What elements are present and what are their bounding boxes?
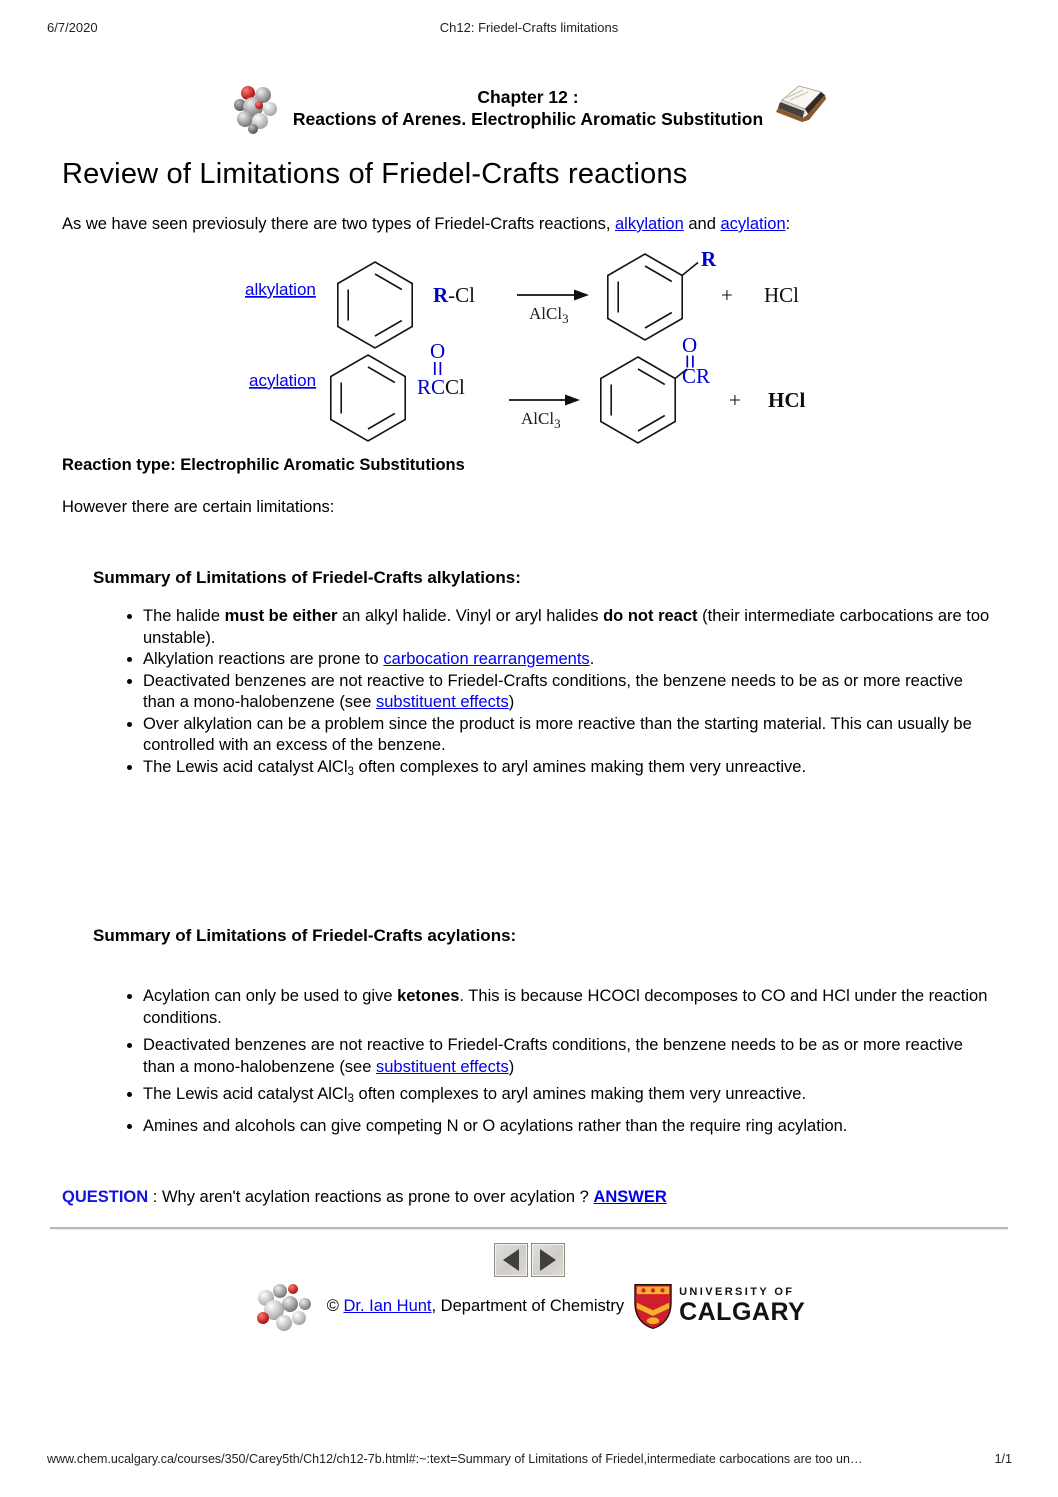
text-run: . This is because HCOCl decomposes to CO and HCl under the reaction conditions. (143, 987, 988, 1027)
benzene-ring (331, 355, 405, 441)
product-oxygen: O (682, 333, 698, 357)
carbocation-rearrangements-link[interactable]: carbocation rearrangements (383, 650, 590, 668)
text-run: do not react (603, 607, 698, 625)
print-date: 6/7/2020 (47, 20, 98, 35)
right-arrow-icon (540, 1249, 556, 1271)
product-substituent: R (701, 248, 717, 271)
benzene-ring (608, 254, 682, 340)
text-run: ) (508, 1057, 515, 1076)
alkylation-link[interactable]: alkylation (615, 215, 684, 233)
product-acyl-group: CR (682, 364, 711, 388)
acyl-chloride-formula: RCCl (417, 375, 465, 399)
credit-line (327, 1297, 624, 1316)
list-item (143, 649, 995, 671)
chapter-header (0, 82, 1058, 134)
next-button[interactable] (531, 1243, 565, 1277)
text-run: an alkyl halide. Vinyl or aryl halides (337, 607, 604, 625)
list-item (143, 1035, 995, 1078)
page-number: 1/1 (994, 1452, 1012, 1466)
acylation-summary-heading: Summary of Limitations of Friedel-Crafts acylations: (93, 926, 517, 945)
footer-url: www.chem.ucalgary.ca/courses/350/Carey5th/Ch12/ch12-7b.html#:~:text=Summary of Limitations of Friedel,intermediate carbocations are too un… (47, 1452, 863, 1466)
text-run: must be either (224, 607, 338, 625)
book-icon (773, 83, 829, 133)
substituent-effects-link[interactable]: substituent effects (376, 1057, 509, 1076)
uofc-wordmark (679, 1287, 805, 1325)
list-item (143, 986, 995, 1029)
carbonyl-double-bond (435, 362, 441, 375)
acylation-link[interactable]: acylation (720, 215, 786, 233)
text-run: Acylation can only be used to give (143, 987, 398, 1005)
uofc-wordmark-line2: CALGARY (679, 1298, 806, 1326)
left-arrow-icon (503, 1249, 519, 1271)
text-run: often complexes to aryl amines making them very unreactive. (353, 1085, 807, 1103)
hcl-byproduct: HCl (764, 283, 800, 307)
text-run: and (683, 215, 721, 233)
text-run: often complexes to aryl amines making them very unreactive. (353, 757, 807, 776)
limitations-note: However there are certain limitations: (62, 498, 335, 516)
alkylation-limitations-list (103, 606, 995, 783)
text-run: Deactivated benzenes are not reactive to Friedel-Crafts conditions, the benzene needs to be as or more reactive than a mono-halobenzene (see (143, 671, 963, 711)
list-item (143, 671, 995, 714)
text-run: (their intermediate carbocations are too unstable). (143, 607, 990, 647)
list-item (143, 1084, 995, 1110)
list-item (143, 714, 995, 757)
text-run: The halide (143, 607, 225, 625)
prev-button[interactable] (494, 1243, 528, 1277)
text-run: Amines and alcohols can give competing N or O acylations rather than the require ring acylation. (143, 1117, 848, 1136)
acyl-oxygen: O (430, 339, 446, 363)
dr-ian-hunt-link[interactable]: Dr. Ian Hunt (343, 1296, 432, 1315)
question-line (62, 1188, 667, 1207)
reaction-diagram (0, 248, 1058, 448)
uofc-wordmark-line1: UNIVERSITY OF (679, 1286, 795, 1298)
alkylation-link[interactable]: alkylation (245, 280, 316, 299)
list-item (143, 757, 995, 783)
chapter-title-line2: Reactions of Arenes. Electrophilic Aromatic Substitution (292, 109, 764, 129)
benzene-ring (601, 357, 675, 443)
divider (50, 1227, 1008, 1230)
text-run: The Lewis acid catalyst AlCl (143, 1085, 348, 1103)
text-run: 3 (347, 1092, 354, 1105)
catalyst-label: AlCl$_3$ (521, 409, 561, 431)
reaction-type-heading: Reaction type: Electrophilic Aromatic Substitutions (62, 456, 465, 474)
footer-credit (0, 1278, 1058, 1334)
text-run: Over alkylation can be a problem since the product is more reactive than the starting material. This can usually be controlled with an excess of the benzene. (143, 714, 972, 754)
text-run: ketones (397, 987, 460, 1005)
text-run: : (785, 215, 791, 233)
text-run: 3 (347, 765, 354, 778)
text-run: The Lewis acid catalyst AlCl (143, 757, 348, 776)
answer-link[interactable]: ANSWER (593, 1188, 667, 1206)
alkyl-halide-formula: R-Cl (433, 283, 476, 307)
question-keyword: QUESTION (62, 1188, 149, 1206)
substituent-bond (682, 263, 698, 276)
acylation-limitations-list (103, 986, 995, 1144)
chapter-title-line1: Chapter 12 : (477, 87, 579, 107)
chapter-title (293, 86, 763, 130)
molecule-icon (253, 1278, 317, 1334)
page-navigation (0, 1243, 1058, 1277)
text-run: , Department of Chemistry (431, 1296, 625, 1315)
molecule-icon (229, 82, 283, 134)
plus-sign: + (729, 388, 741, 412)
text-run: Alkylation reactions are prone to (143, 650, 384, 668)
text-run: . (589, 650, 595, 668)
alkylation-summary-heading: Summary of Limitations of Friedel-Crafts alkylations: (93, 568, 521, 587)
list-item (143, 606, 995, 649)
uofc-crest-icon (634, 1283, 672, 1330)
list-item (143, 1116, 995, 1138)
text-run: Deactivated benzenes are not reactive to Friedel-Crafts conditions, the benzene needs to be as or more reactive than a mono-halobenzene (see (143, 1036, 963, 1076)
acylation-link[interactable]: acylation (249, 371, 317, 390)
catalyst-label: AlCl$_3$ (529, 304, 569, 326)
page-title: Review of Limitations of Friedel-Crafts reactions (62, 158, 688, 190)
text-run: © (326, 1296, 344, 1315)
reaction-arrow (517, 290, 589, 301)
text-run: As we have seen previosuly there are two types of Friedel-Crafts reactions, (62, 215, 615, 233)
benzene-ring (338, 262, 412, 348)
substituent-effects-link[interactable]: substituent effects (376, 693, 509, 711)
print-title: Ch12: Friedel-Crafts limitations (439, 20, 619, 35)
uofc-logo (634, 1283, 805, 1330)
hcl-byproduct: HCl (768, 388, 806, 412)
intro-paragraph (62, 214, 790, 235)
reaction-arrow (509, 395, 580, 406)
plus-sign: + (721, 283, 733, 307)
text-run: ) (508, 693, 515, 711)
text-run: : Why aren't acylation reactions as prone to over acylation ? (148, 1188, 594, 1206)
